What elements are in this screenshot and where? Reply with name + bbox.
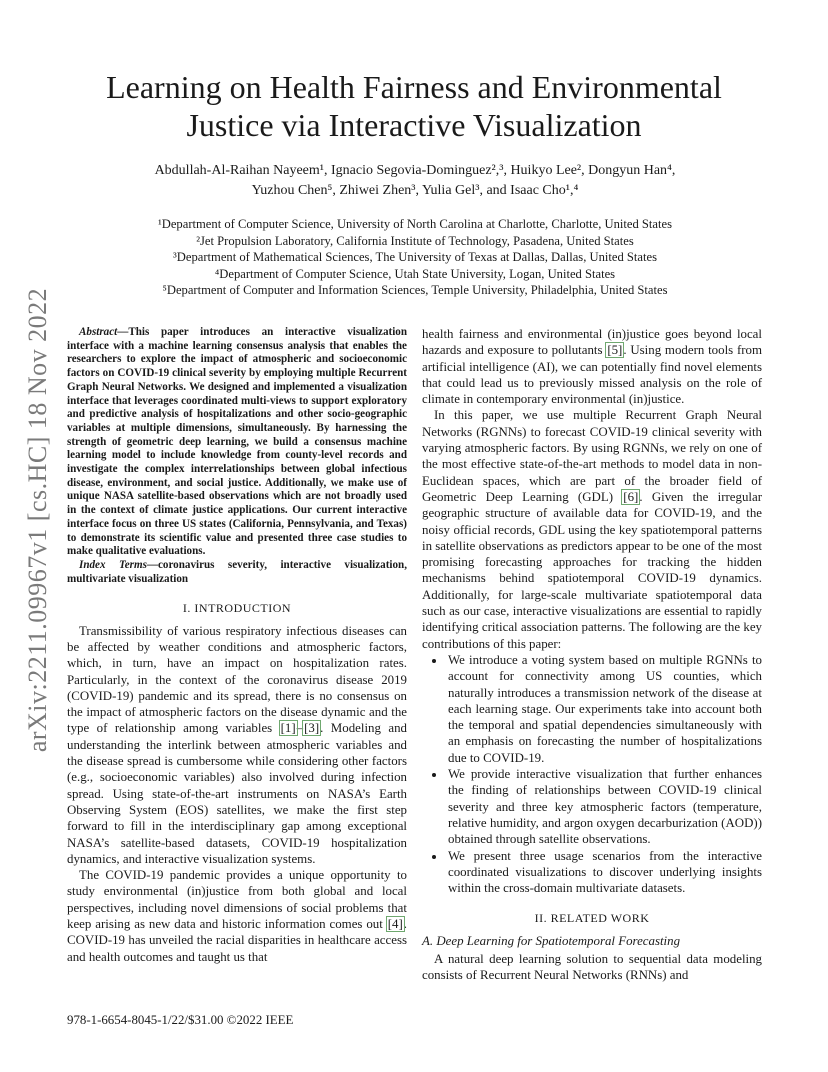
authors-line-1: Abdullah-Al-Raihan Nayeem¹, Ignacio Segovia-Dominguez²,³, Huikyo Lee², Dongyun Han⁴, [154, 163, 676, 178]
citation-link[interactable]: [1] [280, 721, 296, 736]
index-terms [67, 559, 407, 586]
paragraph-text: Transmissibility of various respiratory infectious diseases can be affected by weather conditions and atmospheric factors, which, in turn, have an impact on hospitalization rates. Particularly, in the context of the coronavirus disease 2019 (COVID-19) pandemic and its spread, there is no consensus on the impact of atmospheric factors on the disease dynamic and the type of relationship among variables [67, 623, 407, 736]
citation-dash: – [296, 721, 304, 736]
citation-link[interactable]: [4] [387, 917, 403, 931]
left-column [67, 326, 407, 965]
right-column [422, 326, 762, 984]
affiliation: ¹Department of Computer Science, University of North Carolina at Charlotte, Charlotte, United States [157, 217, 673, 231]
paragraph-text: In this paper, we use multiple Recurrent Graph Neural Networks (RGNNs) to forecast COVID-19 clinical severity with varying atmospheric factors. By using RGNNs, we rely on one of the most effective state-of-the-art methods to model data in non-Euclidean spaces, which are part of the broader field of Geometric Deep Learning (GDL) [422, 408, 762, 504]
abstract-label: Abstract [79, 326, 118, 338]
paragraph [67, 623, 407, 867]
paragraph [422, 407, 762, 651]
affiliation: ⁵Department of Computer and Information Sciences, Temple University, Philadelphia, United States [162, 283, 668, 298]
affiliation: ³Department of Mathematical Sciences, The University of Texas at Dallas, Dallas, United States [173, 250, 657, 265]
authors-line-2: Yuzhou Chen⁵, Zhiwei Zhen³, Yulia Gel³, and Isaac Cho¹,⁴ [251, 183, 579, 198]
paragraph-text: . Modeling and understanding the interlink between atmospheric variables and the disease spread is cumbersome while considering other factors (e.g., socioeconomic variables) also involved during infection spread. Using state-of-the-art instruments on NASA’s Earth Observing System (EOS) satellites, we make the first step forward to fill in the interdisciplinary gap among exceptional NASA’s satellite-based datasets, COVID-19 hospitalization dynamics, and interactive visualization systems. [67, 721, 407, 866]
paper-title: Learning on Health Fairness and Environmental Justice via Interactive Visualization [106, 69, 722, 143]
paragraph-text: . Using modern tools from artificial intelligence (AI), we can potentially find novel elements that could lead us to previously missed analysis on the role of climate in contemporary environmental (in)justice. [422, 343, 763, 407]
paragraph: A natural deep learning solution to sequential data modeling consists of Recurrent Neural Networks (RNNs) and [422, 951, 762, 983]
abstract-text: —This paper introduces an interactive visualization interface with a machine learning consensus analysis that enables the researchers to explore the impact of atmospheric and socioeconomic factors on COVID-19 clinical severity by employing multiple Recurrent Graph Neural Networks. We designed and implemented a visualization interface that leverages coordinated multi-views to support exploratory and predictive analysis of hospitalizations and other socio-geographic variables at multiple dimensions, simultaneously. By harnessing the strength of geometric deep learning, we build a consensus machine learning model to include knowledge from county-level records and investigate the complex interrelationships between global infectious disease, environment, and social justice. Additionally, we make use of unique NASA satellite-based observations which are not broadly used in the context of climate justice applications. Our current interactive interface focus on three US states (California, Pennsylvania, and Texas) to demonstrate its scientific value and presented three case studies to make qualitative evaluations. [67, 326, 407, 558]
paragraph-text: The COVID-19 pandemic provides a unique opportunity to study environmental (in)justice from both global and local perspectives, including novel dimensions of social problems that keep arising as new data and historic information comes out [67, 868, 407, 931]
paragraph-text: . Given the irregular geographic structure of available data for COVID-19, and the noisy official records, GDL using the key spatiotemporal patterns in satellite observations as predictors appear to be one of the most promising forecasting approaches for tracking the hidden mechanisms behind spatiotemporal COVID-19 dynamics. Additionally, for large-scale multivariate spatiotemporal data such as our case, interactive visualizations are essential to rapidly identifying critical association patterns. The following are the key contributions of this paper: [422, 489, 762, 651]
list-item: • We introduce a voting system based on multiple RGNNs to account for connectivity among US counties, which naturally introduces a transmission network of the disease at each learning stage. Our experiments take into account both the temporal and spatial dependencies simultaneously with an emphasis on forecasting the number of hospitalizations due to COVID-19. [446, 652, 762, 766]
list-item: • We present three usage scenarios from the interactive coordinated visualizations to discover underlying insights within the cross-domain multivariate datasets. [446, 848, 762, 897]
list-item: • We provide interactive visualization that further enhances the finding of relationships between COVID-19 clinical severity and three key atmospheric factors (temperature, relative humidity, and argon oxygen decarburization (AOD)) obtained through satellite observations. [446, 766, 762, 847]
author-list [90, 161, 740, 201]
section-heading-related-work: II. RELATED WORK [534, 911, 650, 926]
paragraph-text: . COVID-19 has unveiled the racial disparities in healthcare access and health outcomes and taught us that [67, 917, 407, 964]
contribution-list [422, 652, 762, 896]
paragraph-text: health fairness and environmental (in)justice goes beyond local hazards and exposure to pollutants [422, 327, 762, 358]
paragraph [67, 867, 407, 965]
citation-link[interactable]: [6] [623, 489, 639, 504]
section-heading-introduction: I. INTRODUCTION [182, 601, 292, 616]
abstract [67, 326, 407, 559]
paragraph [422, 326, 762, 407]
index-terms-label: Index Terms [79, 558, 147, 571]
citation-link[interactable]: [5] [607, 343, 623, 358]
affiliation: ⁴Department of Computer Science, Utah State University, Logan, United States [214, 266, 616, 281]
subsection-heading: A. Deep Learning for Spatiotemporal Forecasting [422, 933, 681, 948]
arxiv-stamp [20, 280, 56, 760]
index-terms-text: —coronavirus severity, interactive visualization, multivariate visualization [67, 558, 407, 585]
affiliation: ²Jet Propulsion Laboratory, California Institute of Technology, Pasadena, United States [196, 233, 634, 248]
affiliation-list [90, 216, 740, 299]
copyright-footer: 978-1-6654-8045-1/22/$31.00 ©2022 IEEE [67, 1013, 294, 1027]
citation-link[interactable]: [3] [304, 721, 320, 736]
arxiv-id: arXiv:2211.09967v1 [cs.HC] 18 Nov 2022 [23, 287, 53, 753]
